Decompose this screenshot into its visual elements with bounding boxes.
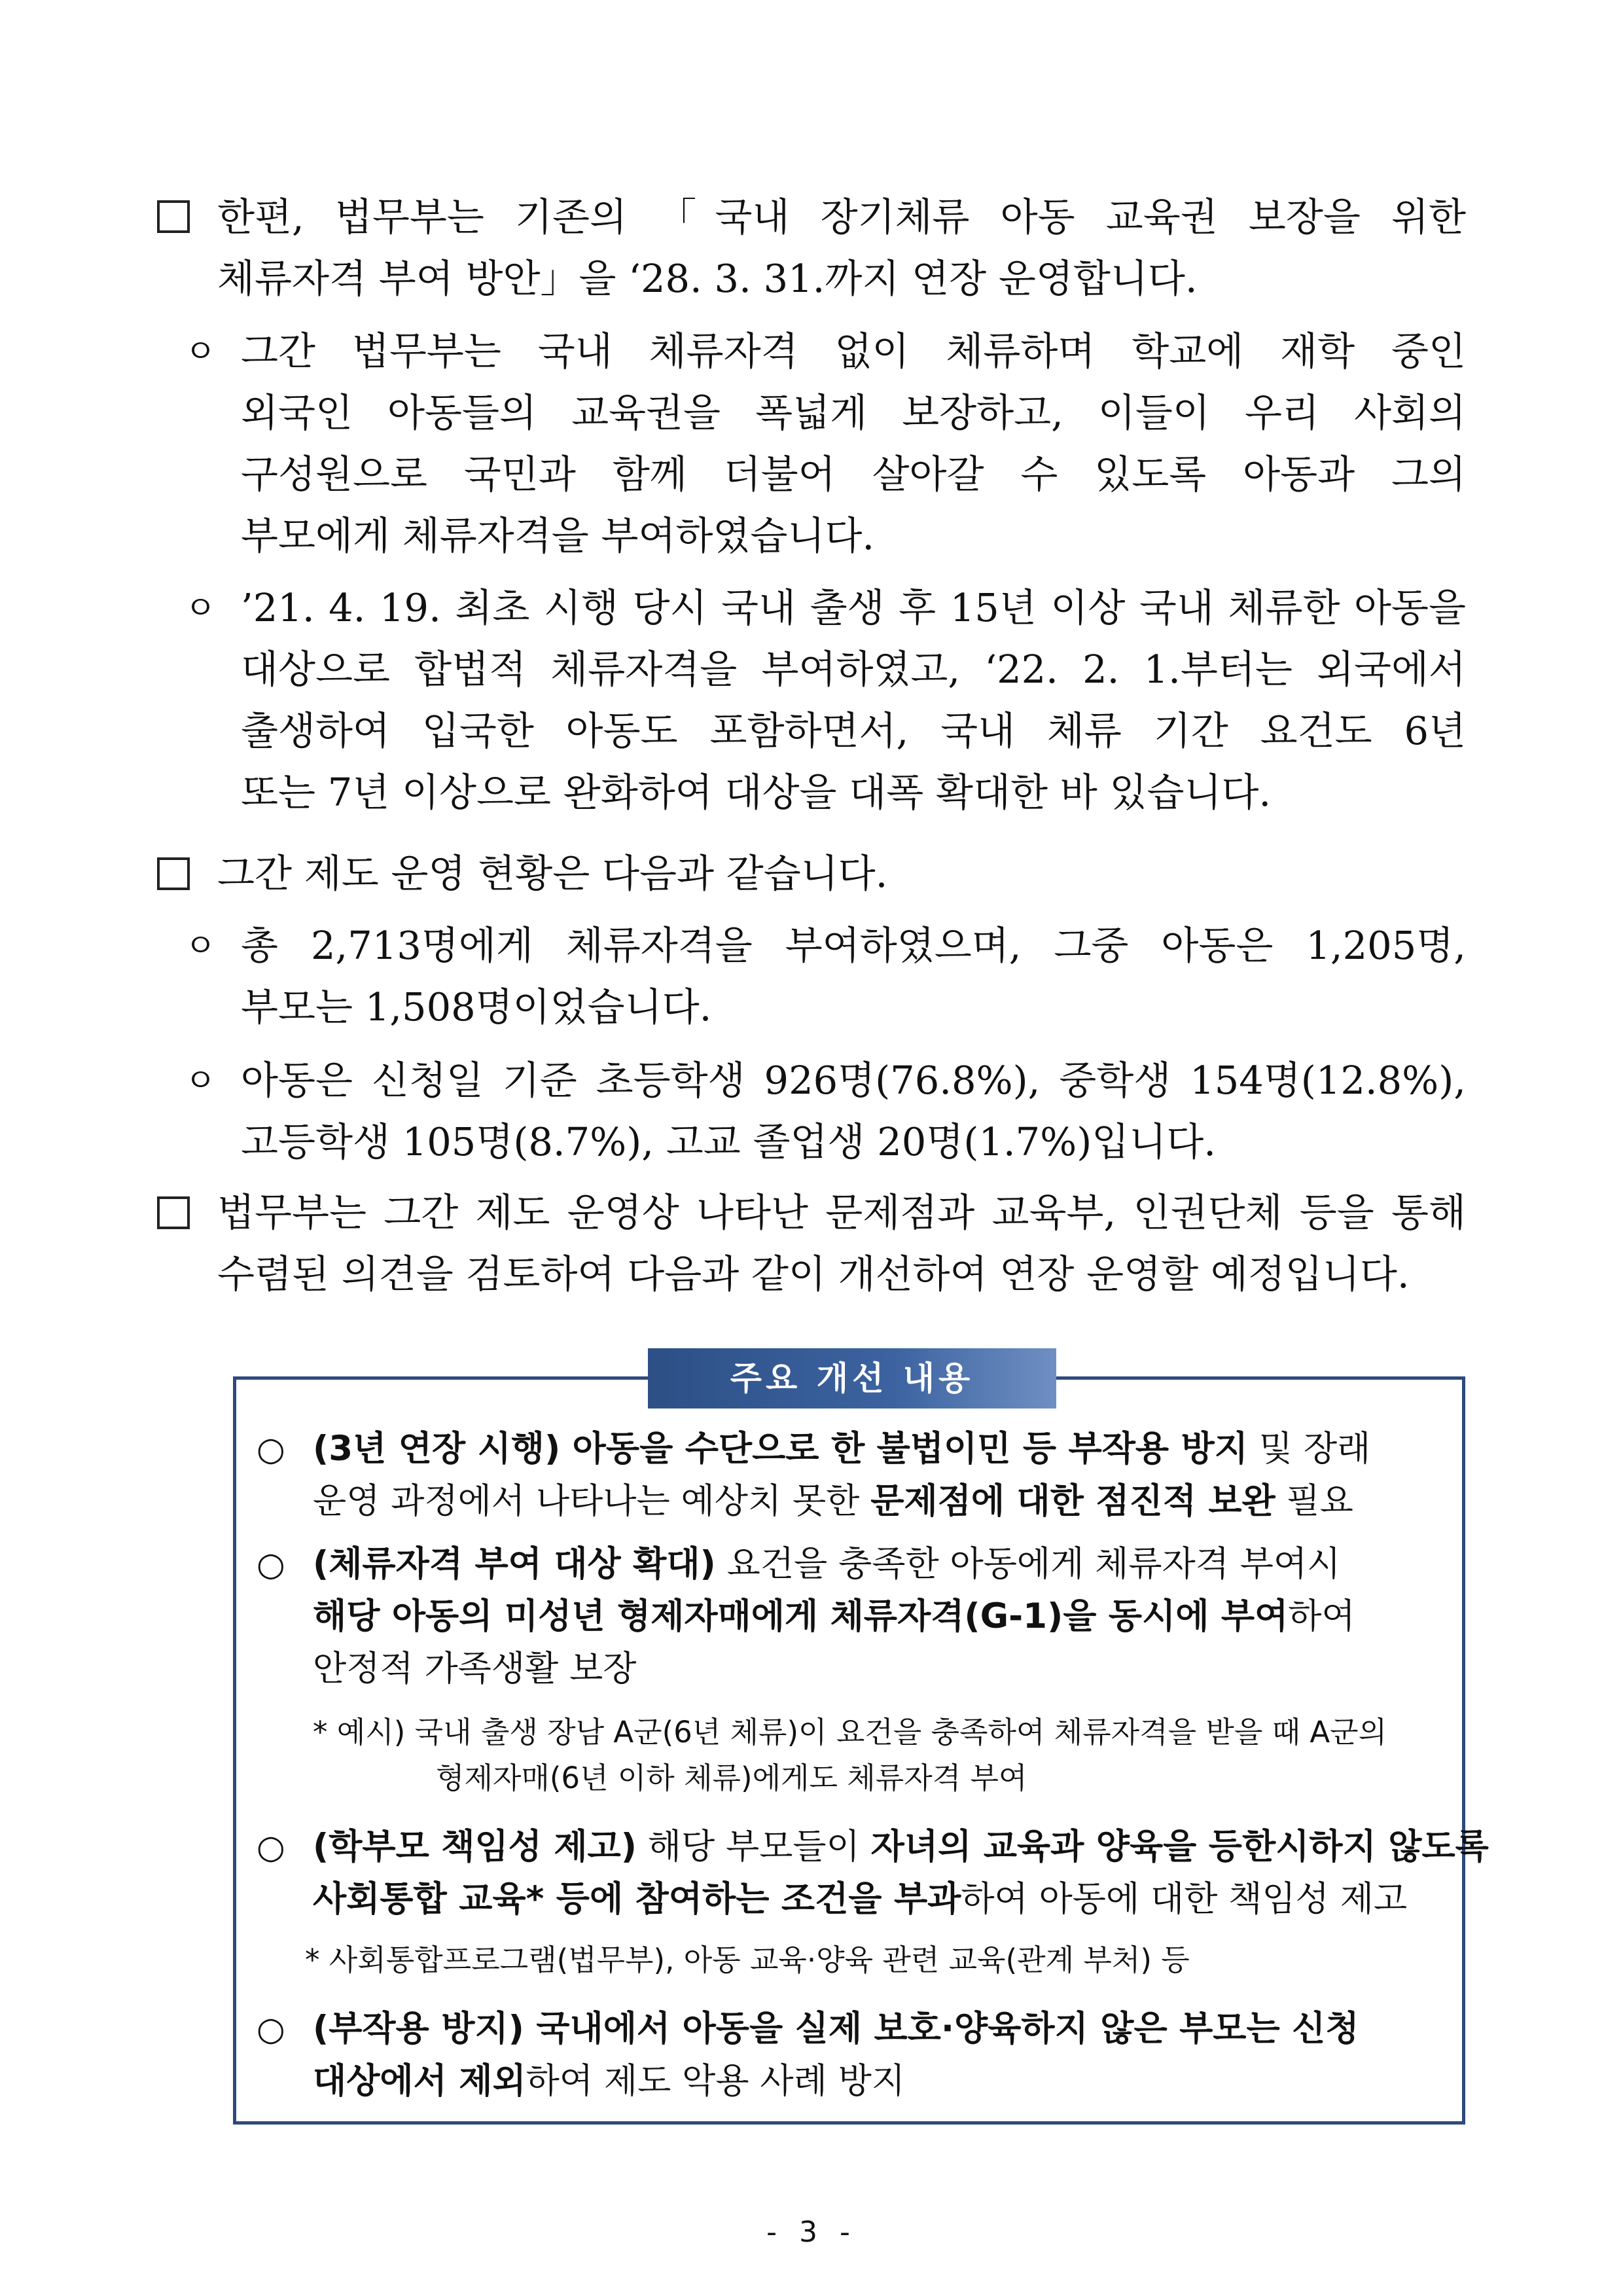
small-circle-bullet-icon: ㅇ (185, 332, 217, 370)
bold-text: 자녀의 교육과 양육을 등한시하지 않도록 (870, 1827, 1489, 1867)
section-1-bullet-2-cont (241, 762, 1425, 823)
square-bullet-icon (157, 1196, 190, 1229)
circle-bullet-icon: ○ (257, 1545, 285, 1583)
bold-text: (학부모 책임성 제고) (313, 1827, 637, 1867)
text-line: 법무부는 그간 제도 운영상 나타난 문제점과 교육부, 인권단체 등을 통해 (217, 1190, 1466, 1235)
bold-text: 사회통합 교육* 등에 참여하는 조건을 부과 (313, 1879, 961, 1919)
text-line: 구성원으로 국민과 함께 더불어 살아갈 수 있도록 아동과 그의 (241, 452, 1466, 497)
item-2-line-1 (313, 1538, 1340, 1590)
item-1-line-1 (313, 1423, 1370, 1475)
text-line: 아동은 신청일 기준 초등학생 926명(76.8%), 중학생 154명(12.8%), (241, 1058, 1466, 1103)
text: 필요 (1275, 1481, 1354, 1521)
bold-text: 해당 아동의 미성년 형제자매에게 체류자격(G-1)을 동시에 부여 (313, 1596, 1289, 1636)
small-circle-bullet-icon: ㅇ (185, 1062, 217, 1100)
text-line: 고등학생 105명(8.7%), 고교 졸업생 20명(1.7%)입니다. (241, 1119, 1216, 1164)
text: 운영 과정에서 나타나는 예상치 못한 (313, 1481, 871, 1521)
text-line: 체류자격 부여 방안」을 ‘28. 3. 31.까지 연장 운영합니다. (217, 256, 1198, 301)
section-2-paragraph (217, 843, 1048, 905)
key-improvements-title: 주요 개선 내용 (648, 1348, 1056, 1408)
section-2-bullet-1-cont (241, 977, 830, 1038)
text: 하여 아동에 대한 책임성 제고 (961, 1879, 1408, 1919)
text: 하여 (1288, 1596, 1355, 1636)
text-line: 또는 7년 이상으로 완화하여 대상을 대폭 확대한 바 있습니다. (241, 770, 1272, 815)
item-2-line-3 (313, 1643, 636, 1695)
section-1-bullet-2 (241, 577, 1466, 762)
item-4-line-2 (313, 2055, 905, 2108)
section-1-bullet-1-cont (241, 505, 961, 567)
text-line: 대상으로 합법적 체류자격을 부여하였고, ‘22. 2. 1.부터는 외국에서 (241, 647, 1466, 692)
text: 요건을 충족한 아동에게 체류자격 부여시 (715, 1544, 1341, 1584)
text-line: 부모에게 체류자격을 부여하였습니다. (241, 513, 875, 558)
text: 하여 제도 악용 사례 방지 (526, 2061, 906, 2101)
bold-text: (부작용 방지) 국내에서 아동을 실제 보호·양육하지 않은 부모는 신청 (313, 2009, 1359, 2049)
section-3-paragraph (217, 1182, 1466, 1244)
item-3-line-1 (313, 1821, 1489, 1873)
section-2-bullet-1 (241, 915, 1466, 977)
text: 안정적 가족생활 보장 (313, 1649, 637, 1689)
item-2-note-line-1: * 예시) 국내 출생 장남 A군(6년 체류)이 요건을 충족하여 체류자격을 받을 때 A군의 (313, 1715, 1387, 1749)
text-line: 수렴된 의견을 검토하여 다음과 같이 개선하여 연장 운영할 예정입니다. (217, 1251, 1410, 1297)
item-1-line-2 (313, 1475, 1353, 1528)
section-1-bullet-1 (241, 321, 1466, 505)
section-2-bullet-2 (241, 1050, 1466, 1111)
square-bullet-icon (157, 200, 190, 233)
text-line: ’21. 4. 19. 최초 시행 당시 국내 출생 후 15년 이상 국내 체류한 아동을 (241, 585, 1466, 630)
text-line: 그간 제도 운영 현황은 다음과 같습니다. (217, 851, 888, 896)
text-line: 총 2,713명에게 체류자격을 부여하였으며, 그중 아동은 1,205명, (241, 923, 1466, 968)
text-line: 외국인 아동들의 교육권을 폭넓게 보장하고, 이들이 우리 사회의 (241, 390, 1466, 435)
text-line: 부모는 1,508명이었습니다. (241, 984, 712, 1030)
item-3-note: * 사회통합프로그램(법무부), 아동 교육·양육 관련 교육(관계 부처) 등 (305, 1943, 1190, 1977)
item-4-line-1 (313, 2003, 1359, 2055)
circle-bullet-icon: ○ (257, 1828, 285, 1866)
small-circle-bullet-icon: ㅇ (185, 927, 217, 965)
section-1-paragraph (217, 187, 1466, 248)
item-3-line-2 (313, 1873, 1407, 1926)
text: 및 장래 (1247, 1429, 1371, 1469)
circle-bullet-icon: ○ (257, 1430, 285, 1468)
item-2-line-2 (313, 1590, 1355, 1643)
small-circle-bullet-icon: ㅇ (185, 589, 217, 627)
section-3-paragraph-cont (217, 1244, 1441, 1305)
text-line: 한편, 법무부는 기존의 「국내 장기체류 아동 교육권 보장을 위한 (217, 194, 1466, 240)
bold-text: 문제점에 대한 점진적 보완 (870, 1481, 1275, 1521)
item-2-note-line-2: 형제자매(6년 이하 체류)에게도 체류자격 부여 (436, 1761, 1027, 1795)
text: 해당 부모들이 (636, 1827, 871, 1867)
circle-bullet-icon: ○ (257, 2010, 285, 2048)
bold-text: (체류자격 부여 대상 확대) (313, 1544, 716, 1584)
section-2-bullet-2-cont (241, 1111, 1249, 1173)
section-1-paragraph-cont (217, 248, 1304, 310)
bold-text: 대상에서 제외 (313, 2061, 526, 2101)
text-line: 출생하여 입국한 아동도 포함하면서, 국내 체류 기간 요건도 6년 (241, 708, 1466, 753)
page-number: - 3 - (766, 2215, 857, 2249)
bold-text: (3년 연장 시행) 아동을 수단으로 한 불법이민 등 부작용 방지 (313, 1429, 1248, 1469)
square-bullet-icon (157, 857, 190, 890)
text-line: 그간 법무부는 국내 체류자격 없이 체류하며 학교에 재학 중인 (241, 329, 1466, 374)
